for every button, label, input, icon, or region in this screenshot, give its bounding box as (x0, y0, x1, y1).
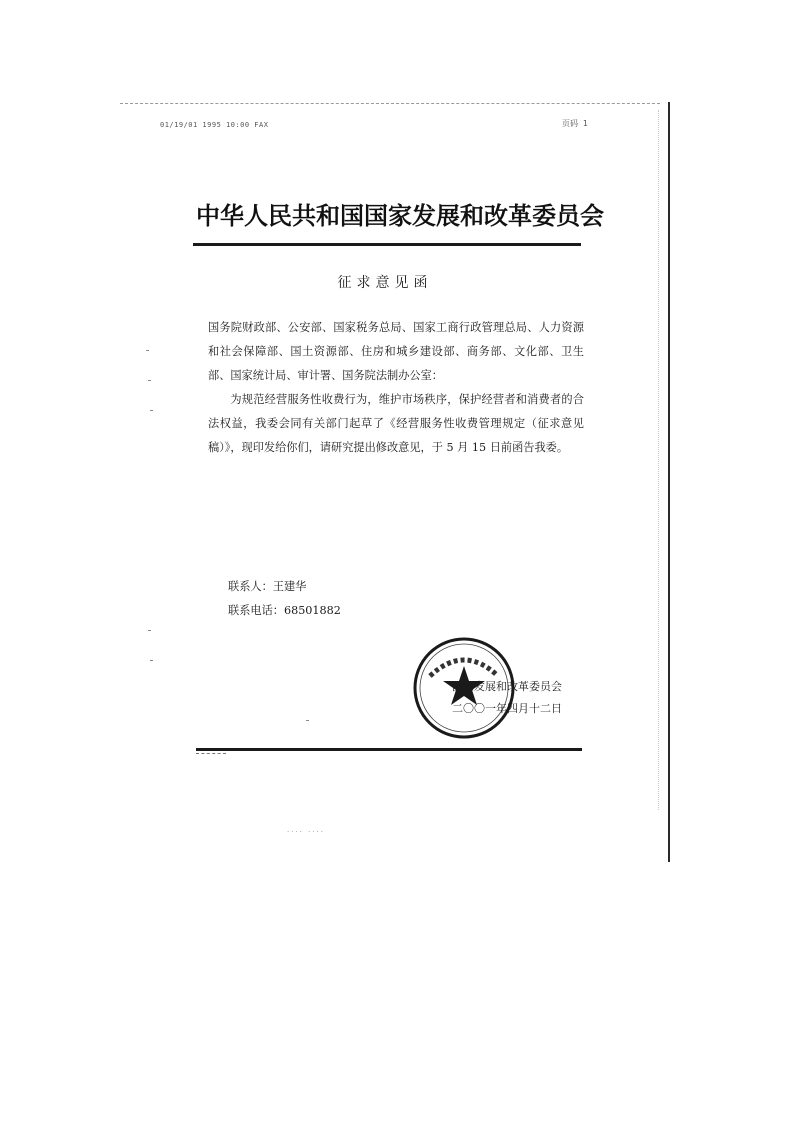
scan-speck (306, 720, 309, 721)
fax-header: 01/19/01 1995 10:00 FAX (160, 121, 269, 129)
scan-speck (150, 410, 153, 411)
contact-phone-line (228, 599, 341, 623)
contact-phone-label: 联系电话： (228, 604, 284, 617)
scan-speck (148, 630, 151, 631)
addressees: 国务院财政部、公安部、国家税务总局、国家工商行政管理总局、人力资源和社会保障部、国土资源部、住房和城乡建设部、商务部、文化部、卫生部、国家统计局、审计署、国务院法制办公室： (208, 321, 584, 382)
scan-speck (150, 660, 153, 661)
page-mark: 页码 1 (562, 119, 588, 128)
footer-dots-left: .... .... (286, 826, 324, 834)
scan-speck (146, 350, 149, 351)
body-paragraph: 为规范经营服务性收费行为，维护市场秩序，保护经营者和消费者的合法权益，我委会同有关部门起草了《经营服务性收费管理规定（征求意见稿）》，现印发给你们，请研究提出修改意见，于 5 月 15 日前函告我委。 (208, 393, 584, 454)
document-title: 征求意见函 (337, 275, 433, 291)
letterhead-title: 中华人民共和国国家发展和改革委员会 (196, 201, 604, 230)
footer-rule (196, 748, 582, 751)
contact-phone: 68501882 (283, 604, 341, 617)
scan-speck (148, 380, 151, 381)
letterhead-rule (193, 243, 581, 246)
footer-rule-dash (196, 753, 226, 754)
signature-block (402, 676, 562, 720)
contact-block (228, 575, 341, 623)
scan-edge-right-faint (658, 110, 659, 810)
scan-edge-right (668, 102, 670, 862)
signature-issuer: 国家发展和改革委员会 (452, 680, 562, 693)
contact-person-label: 联系人： (228, 580, 273, 593)
contact-person-line (228, 575, 341, 599)
signature-date: 二〇〇一年四月十二日 (452, 702, 562, 715)
letter-body (208, 316, 584, 460)
contact-person: 王建华 (272, 580, 307, 593)
scan-edge-top (120, 103, 660, 104)
